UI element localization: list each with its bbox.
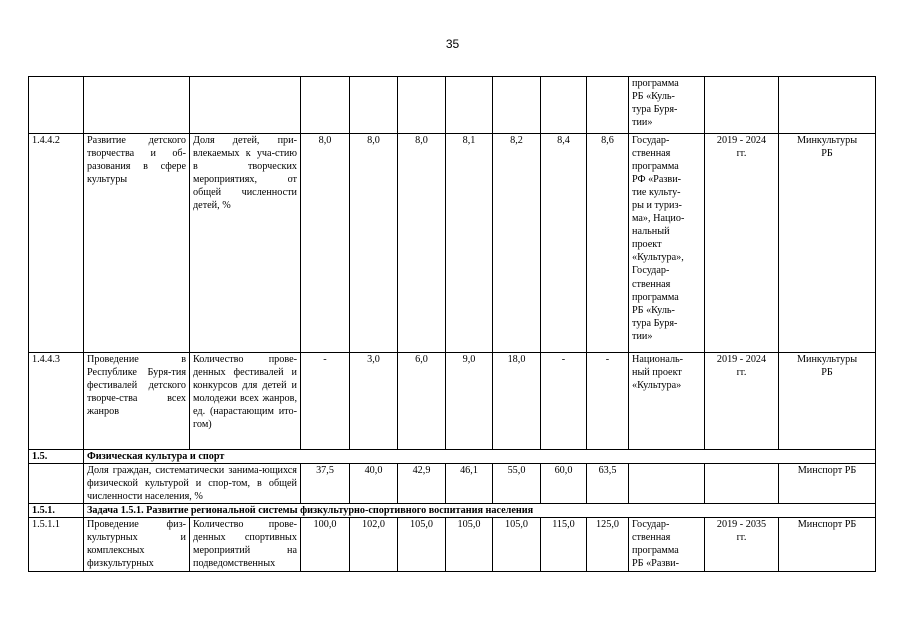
section-row — [29, 450, 876, 464]
program-cell: программа РБ «Куль- тура Буря- тии» — [629, 77, 705, 134]
program-cell: Государ- ственная программа РБ «Разви- — [629, 518, 705, 572]
value-cell — [446, 77, 493, 134]
value-cell: 8,0 — [301, 134, 350, 353]
value-cell: 100,0 — [301, 518, 350, 572]
table-row — [29, 464, 876, 504]
value-cell: 8,4 — [541, 134, 587, 353]
name-cell: Проведение в Республике Буря-тия фестивалей детского творче-ства всех жанров — [84, 353, 190, 450]
value-cell — [350, 77, 398, 134]
section-code: 1.5. — [29, 450, 84, 464]
task-code: 1.5.1. — [29, 504, 84, 518]
indicator-cell — [190, 77, 301, 134]
value-cell: 18,0 — [493, 353, 541, 450]
indicator-cell: Доля граждан, систематически занима-ющихся физической культурой и спор-том, в общей численности населения, % — [84, 464, 301, 504]
value-cell: - — [541, 353, 587, 450]
program-cell: Националь- ный проект «Культура» — [629, 353, 705, 450]
executor-cell: Минспорт РБ — [779, 464, 876, 504]
value-cell: 8,0 — [398, 134, 446, 353]
value-cell: 8,6 — [587, 134, 629, 353]
value-cell: 8,2 — [493, 134, 541, 353]
value-cell: 125,0 — [587, 518, 629, 572]
indicator-cell: Доля детей, при-влекаемых к уча-стию в творческих мероприятиях, от общей численности детей, % — [190, 134, 301, 353]
task-row — [29, 504, 876, 518]
value-cell: 37,5 — [301, 464, 350, 504]
code-cell — [29, 77, 84, 134]
value-cell — [587, 77, 629, 134]
value-cell: 115,0 — [541, 518, 587, 572]
value-cell — [493, 77, 541, 134]
value-cell: 60,0 — [541, 464, 587, 504]
value-cell: 105,0 — [446, 518, 493, 572]
value-cell — [301, 77, 350, 134]
table-row — [29, 353, 876, 450]
executor-cell: Минкультуры РБ — [779, 353, 876, 450]
indicator-cell: Количество прове-денных спортивных мероприятий на подведомственных — [190, 518, 301, 572]
name-cell — [84, 77, 190, 134]
value-cell: 42,9 — [398, 464, 446, 504]
period-cell — [705, 464, 779, 504]
value-cell: 102,0 — [350, 518, 398, 572]
value-cell: 40,0 — [350, 464, 398, 504]
code-cell: 1.4.4.3 — [29, 353, 84, 450]
code-cell — [29, 464, 84, 504]
code-cell: 1.4.4.2 — [29, 134, 84, 353]
table-row — [29, 134, 876, 353]
value-cell: 55,0 — [493, 464, 541, 504]
table-row — [29, 77, 876, 134]
value-cell: 46,1 — [446, 464, 493, 504]
value-cell: - — [301, 353, 350, 450]
value-cell: - — [587, 353, 629, 450]
program-cell — [629, 464, 705, 504]
period-cell: 2019 - 2035 гг. — [705, 518, 779, 572]
code-cell: 1.5.1.1 — [29, 518, 84, 572]
name-cell: Проведение физ-культурных и комплексных физкультурных — [84, 518, 190, 572]
program-table — [28, 76, 876, 572]
name-cell: Развитие детского творчества и об-разования в сфере культуры — [84, 134, 190, 353]
executor-cell — [779, 77, 876, 134]
section-title: Физическая культура и спорт — [84, 450, 876, 464]
executor-cell: Минкультуры РБ — [779, 134, 876, 353]
value-cell: 8,1 — [446, 134, 493, 353]
value-cell: 8,0 — [350, 134, 398, 353]
table-row — [29, 518, 876, 572]
value-cell: 105,0 — [398, 518, 446, 572]
task-title: Задача 1.5.1. Развитие региональной системы физкультурно-спортивного воспитания населения — [84, 504, 876, 518]
value-cell — [541, 77, 587, 134]
program-cell: Государ- ственная программа РФ «Разви- тие культу- ры и туриз- ма», Нацио- нальный проект «Культура», Государ- ственная программа РБ «Куль- тура Буря- тии» — [629, 134, 705, 353]
period-cell: 2019 - 2024 гг. — [705, 353, 779, 450]
value-cell — [398, 77, 446, 134]
page-number: 35 — [445, 37, 460, 51]
executor-cell: Минспорт РБ — [779, 518, 876, 572]
value-cell: 63,5 — [587, 464, 629, 504]
indicator-cell: Количество прове-денных фестивалей и конкурсов для детей и молодежи всех жанров, ед. (нарастающим ито-гом) — [190, 353, 301, 450]
period-cell — [705, 77, 779, 134]
value-cell: 105,0 — [493, 518, 541, 572]
period-cell: 2019 - 2024 гг. — [705, 134, 779, 353]
value-cell: 6,0 — [398, 353, 446, 450]
value-cell: 3,0 — [350, 353, 398, 450]
value-cell: 9,0 — [446, 353, 493, 450]
